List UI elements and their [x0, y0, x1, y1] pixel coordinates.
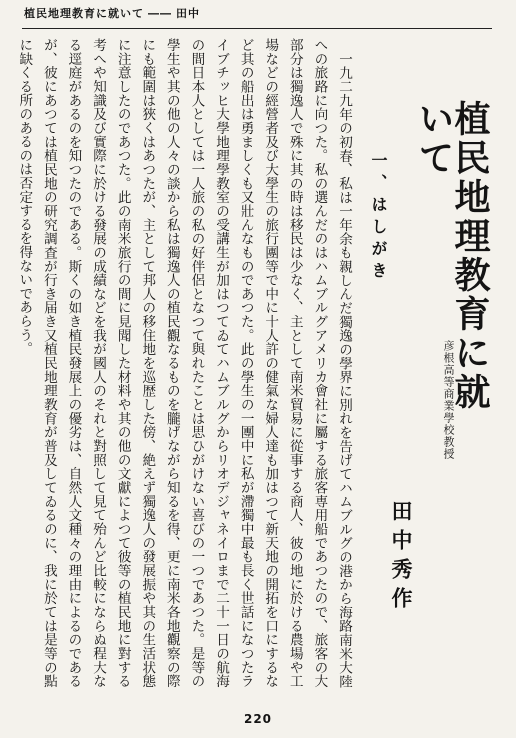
- header-rule: [22, 28, 492, 29]
- running-dash: ――: [148, 7, 172, 20]
- running-header: [24, 8, 200, 19]
- running-title: 植民地理教育に就いて: [24, 7, 144, 20]
- author-name: 田中秀作: [389, 500, 414, 616]
- article-title: 植民地理教育に就いて: [413, 100, 491, 412]
- body-text: [16, 38, 356, 688]
- section-heading: 一、はしがき: [369, 152, 388, 284]
- author-affiliation: 彦根高等商業學校教授: [442, 340, 455, 460]
- body-paragraph: 一九二九年の初春、私は一年余も親しんだ獨逸の學界に別れを告げてハムブルグの港から海路南米大陸への旅路に向つた。私の選んだのはハムブルグアメリカ會社に屬する旅客専用船であつたので、旅客の大部分は獨逸人で殊に其の時は移民は少なく、主として南米貿易に從事する商人、彼の地に於ける農場や工場などの經營者及び大學生の旅行團等で中に十人許の健氣な婦人達も加はつて新天地の開拓を口にするなど其の船出は勇ましくも又壯んなものであつた。此の學生の一團中に私が滯獨中最も長く世話になつたライブチッヒ大學地理學教室の受講生が加はつてゐてハムブルグからリオデジャネイロまで二十一日の航海の間日本人としては一人旅の私の好伴侶となつて與れたことは思ひがけない喜びの一つであつた。是等の學生や其の他の人々の談から私は獨逸人の植民觀なるものを朧げながら知るを得、更に南米各地觀察の際にも範圍は狹くはあつたが、主として邦人の移住地を巡歴した傍、絶えず獨逸人の發展振や其の生活状態に注意したのであつた。此の南米旅行の間に見聞した材料や其の他の文獻によつて彼等の植民地に對する考へや知識及び實際に於ける發展の成績などを我が國人のそれと對照して見て殆んど比較にならぬ程大なる逕庭があるのを知つたのである。斯くの如き植民發展上の優劣は、自然人文種々の理由によるのであるが、彼にあつては植民地の研究調査が行き届き又植民地理教育が普及してゐるのに、我に於ては是等の點に缺くる所のあるのは否定するを得ないであらう。: [16, 38, 352, 688]
- running-author: 田中: [176, 7, 200, 20]
- page-number: 220: [243, 712, 273, 726]
